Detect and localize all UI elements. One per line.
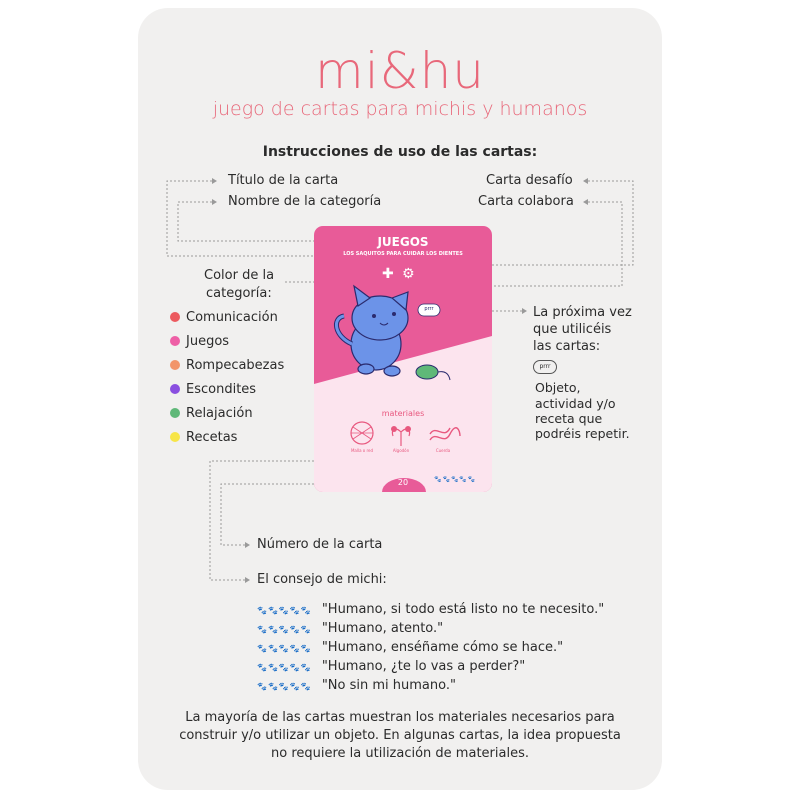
paws-icon: 🐾🐾🐾🐾🐾	[257, 644, 312, 653]
legend-dot	[170, 384, 180, 394]
card-category-subtitle: LOS SAQUITOS PARA CUIDAR LOS DIENTES	[343, 251, 463, 257]
card-number: 20	[397, 478, 409, 487]
material-label: Algodón	[392, 448, 410, 453]
footer-note: La mayoría de las cartas muestran los materiales necesarios para construir y/o utilizar un objeto. En algunas cartas, la idea propuesta no requiere la utilización de materiales.	[179, 710, 621, 761]
card-prrr-text: prrr	[424, 306, 434, 312]
paws-icon: 🐾🐾🐾🐾🐾	[257, 682, 312, 691]
legend-dot	[170, 336, 180, 346]
list-item: 🐾🐾🐾🐾🐾 "Humano, enséñame cómo se hace."	[257, 640, 564, 655]
legend-item: Recetas	[170, 430, 284, 454]
label-advice: El consejo de michi:	[257, 572, 387, 587]
legend-dot	[170, 408, 180, 418]
label-collaborate-card: Carta colabora	[478, 194, 574, 209]
challenge-icon: ✚	[382, 266, 394, 282]
label-next-line3: las cartas:	[533, 339, 601, 354]
list-item: 🐾🐾🐾🐾🐾 "No sin mi humano."	[257, 678, 456, 693]
label-repeat-line1: Objeto,	[535, 380, 581, 395]
material-label: Malla o red	[350, 448, 374, 453]
instructions-heading: Instrucciones de uso de las cartas:	[262, 144, 538, 160]
card-paws-icon: 🐾🐾🐾🐾🐾	[434, 476, 477, 483]
legend-dot	[170, 432, 180, 442]
label-repeat-line2: actividad y/o	[535, 396, 616, 411]
materials-title: materiales	[381, 409, 425, 418]
brand-logo: mi&hu	[315, 42, 485, 100]
label-next-line2: que utilicéis	[533, 322, 612, 337]
legend-item: Relajación	[170, 406, 284, 430]
sample-card	[314, 226, 492, 492]
category-legend	[170, 310, 284, 454]
label-color-line2: categoría:	[206, 286, 272, 301]
label-challenge-card: Carta desafío	[486, 173, 573, 188]
label-next-line1: La próxima vez	[533, 305, 632, 320]
advice-list	[257, 598, 604, 693]
paws-icon: 🐾🐾🐾🐾🐾	[257, 606, 312, 615]
legend-item: Escondites	[170, 382, 284, 406]
label-category-name: Nombre de la categoría	[228, 194, 382, 209]
card-category-title: JUEGOS	[377, 235, 429, 249]
label-color-line1: Color de la	[204, 268, 275, 283]
material-label: Cuerda	[435, 448, 451, 453]
paws-icon: 🐾🐾🐾🐾🐾	[257, 663, 312, 672]
legend-item: Rompecabezas	[170, 358, 284, 382]
brand-subtitle: juego de cartas para michis y humanos	[212, 98, 588, 120]
label-card-number: Número de la carta	[257, 537, 383, 552]
prrr-badge-icon: prrr	[533, 360, 557, 374]
paws-icon: 🐾🐾🐾🐾🐾	[257, 625, 312, 634]
label-repeat-line3: receta que	[535, 411, 603, 426]
list-item: 🐾🐾🐾🐾🐾 "Humano, si todo está listo no te necesito."	[257, 602, 605, 617]
legend-item: Juegos	[170, 334, 284, 358]
list-item: 🐾🐾🐾🐾🐾 "Humano, atento."	[257, 621, 444, 636]
label-card-title: Título de la carta	[228, 173, 339, 188]
collaborate-icon: ⚙	[402, 266, 415, 282]
legend-item: Comunicación	[170, 310, 284, 334]
label-repeat-line4: podréis repetir.	[535, 426, 630, 441]
list-item: 🐾🐾🐾🐾🐾 "Humano, ¿te lo vas a perder?"	[257, 659, 526, 674]
legend-dot	[170, 312, 180, 322]
legend-dot	[170, 360, 180, 370]
